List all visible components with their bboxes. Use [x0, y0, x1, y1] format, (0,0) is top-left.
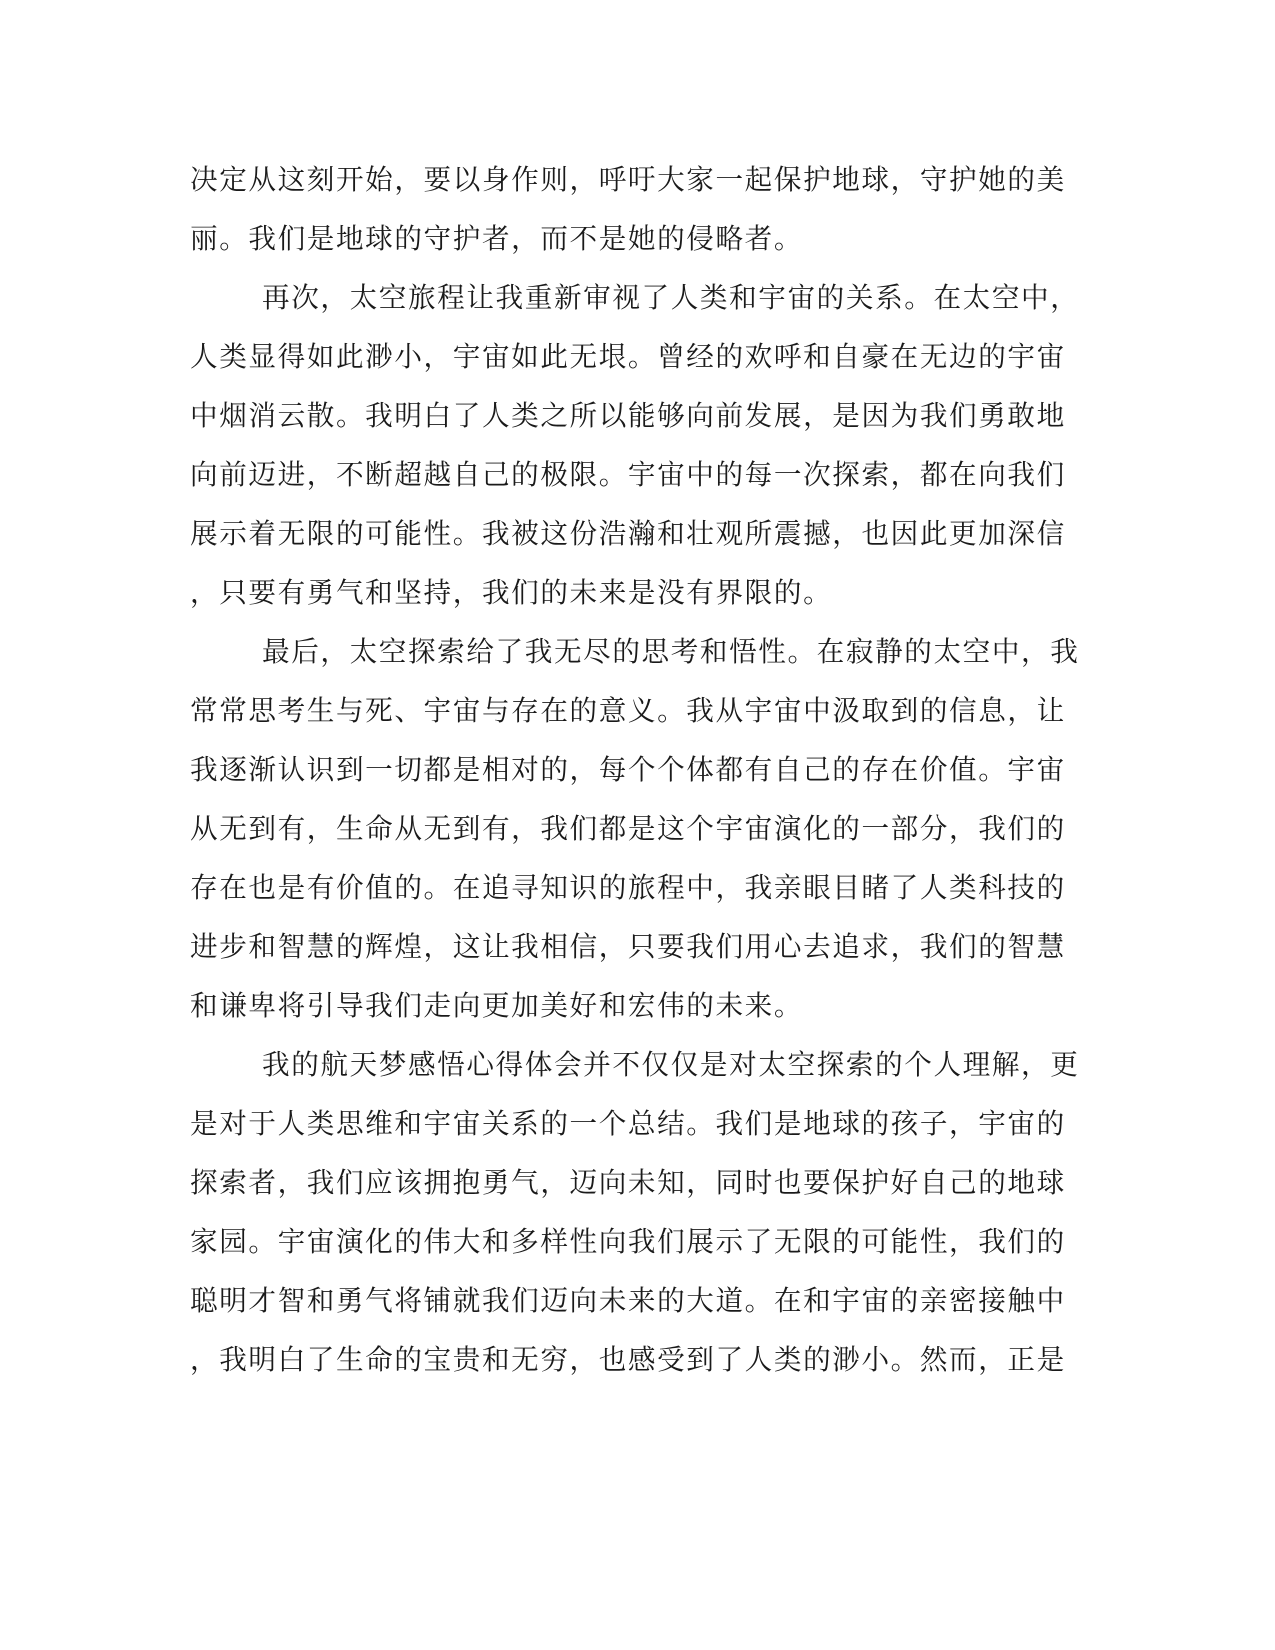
- text-line: 我逐渐认识到一切都是相对的，每个个体都有自己的存在价值。宇宙: [190, 753, 1066, 786]
- text-line: 是对于人类思维和宇宙关系的一个总结。我们是地球的孩子，宇宙的: [190, 1107, 1066, 1140]
- text-line: 聪明才智和勇气将铺就我们迈向未来的大道。在和宇宙的亲密接触中: [190, 1284, 1066, 1317]
- text-line: 丽。我们是地球的守护者，而不是她的侵略者。: [190, 222, 804, 255]
- text-line: ，我明白了生命的宝贵和无穷，也感受到了人类的渺小。然而，正是: [190, 1343, 1066, 1376]
- text-line: 展示着无限的可能性。我被这份浩瀚和壮观所震撼，也因此更加深信: [190, 517, 1066, 550]
- text-line: 从无到有，生命从无到有，我们都是这个宇宙演化的一部分，我们的: [190, 812, 1066, 845]
- text-line: 最后，太空探索给了我无尽的思考和悟性。在寂静的太空中，我: [262, 635, 1080, 668]
- text-line: 人类显得如此渺小，宇宙如此无垠。曾经的欢呼和自豪在无边的宇宙: [190, 340, 1066, 373]
- text-line: 再次，太空旅程让我重新审视了人类和宇宙的关系。在太空中，: [262, 281, 1080, 314]
- text-line: 家园。宇宙演化的伟大和多样性向我们展示了无限的可能性，我们的: [190, 1225, 1066, 1258]
- text-line: 和谦卑将引导我们走向更加美好和宏伟的未来。: [190, 989, 804, 1022]
- text-line: 向前迈进，不断超越自己的极限。宇宙中的每一次探索，都在向我们: [190, 458, 1066, 491]
- text-line: 我的航天梦感悟心得体会并不仅仅是对太空探索的个人理解，更: [262, 1048, 1080, 1081]
- text-line: 决定从这刻开始，要以身作则，呼吁大家一起保护地球，守护她的美: [190, 163, 1066, 196]
- text-line: ，只要有勇气和坚持，我们的未来是没有界限的。: [190, 576, 833, 609]
- text-line: 中烟消云散。我明白了人类之所以能够向前发展，是因为我们勇敢地: [190, 399, 1066, 432]
- text-line: 存在也是有价值的。在追寻知识的旅程中，我亲眼目睹了人类科技的: [190, 871, 1066, 904]
- text-line: 进步和智慧的辉煌，这让我相信，只要我们用心去追求，我们的智慧: [190, 930, 1066, 963]
- text-line: 常常思考生与死、宇宙与存在的意义。我从宇宙中汲取到的信息，让: [190, 694, 1066, 727]
- text-line: 探索者，我们应该拥抱勇气，迈向未知，同时也要保护好自己的地球: [190, 1166, 1066, 1199]
